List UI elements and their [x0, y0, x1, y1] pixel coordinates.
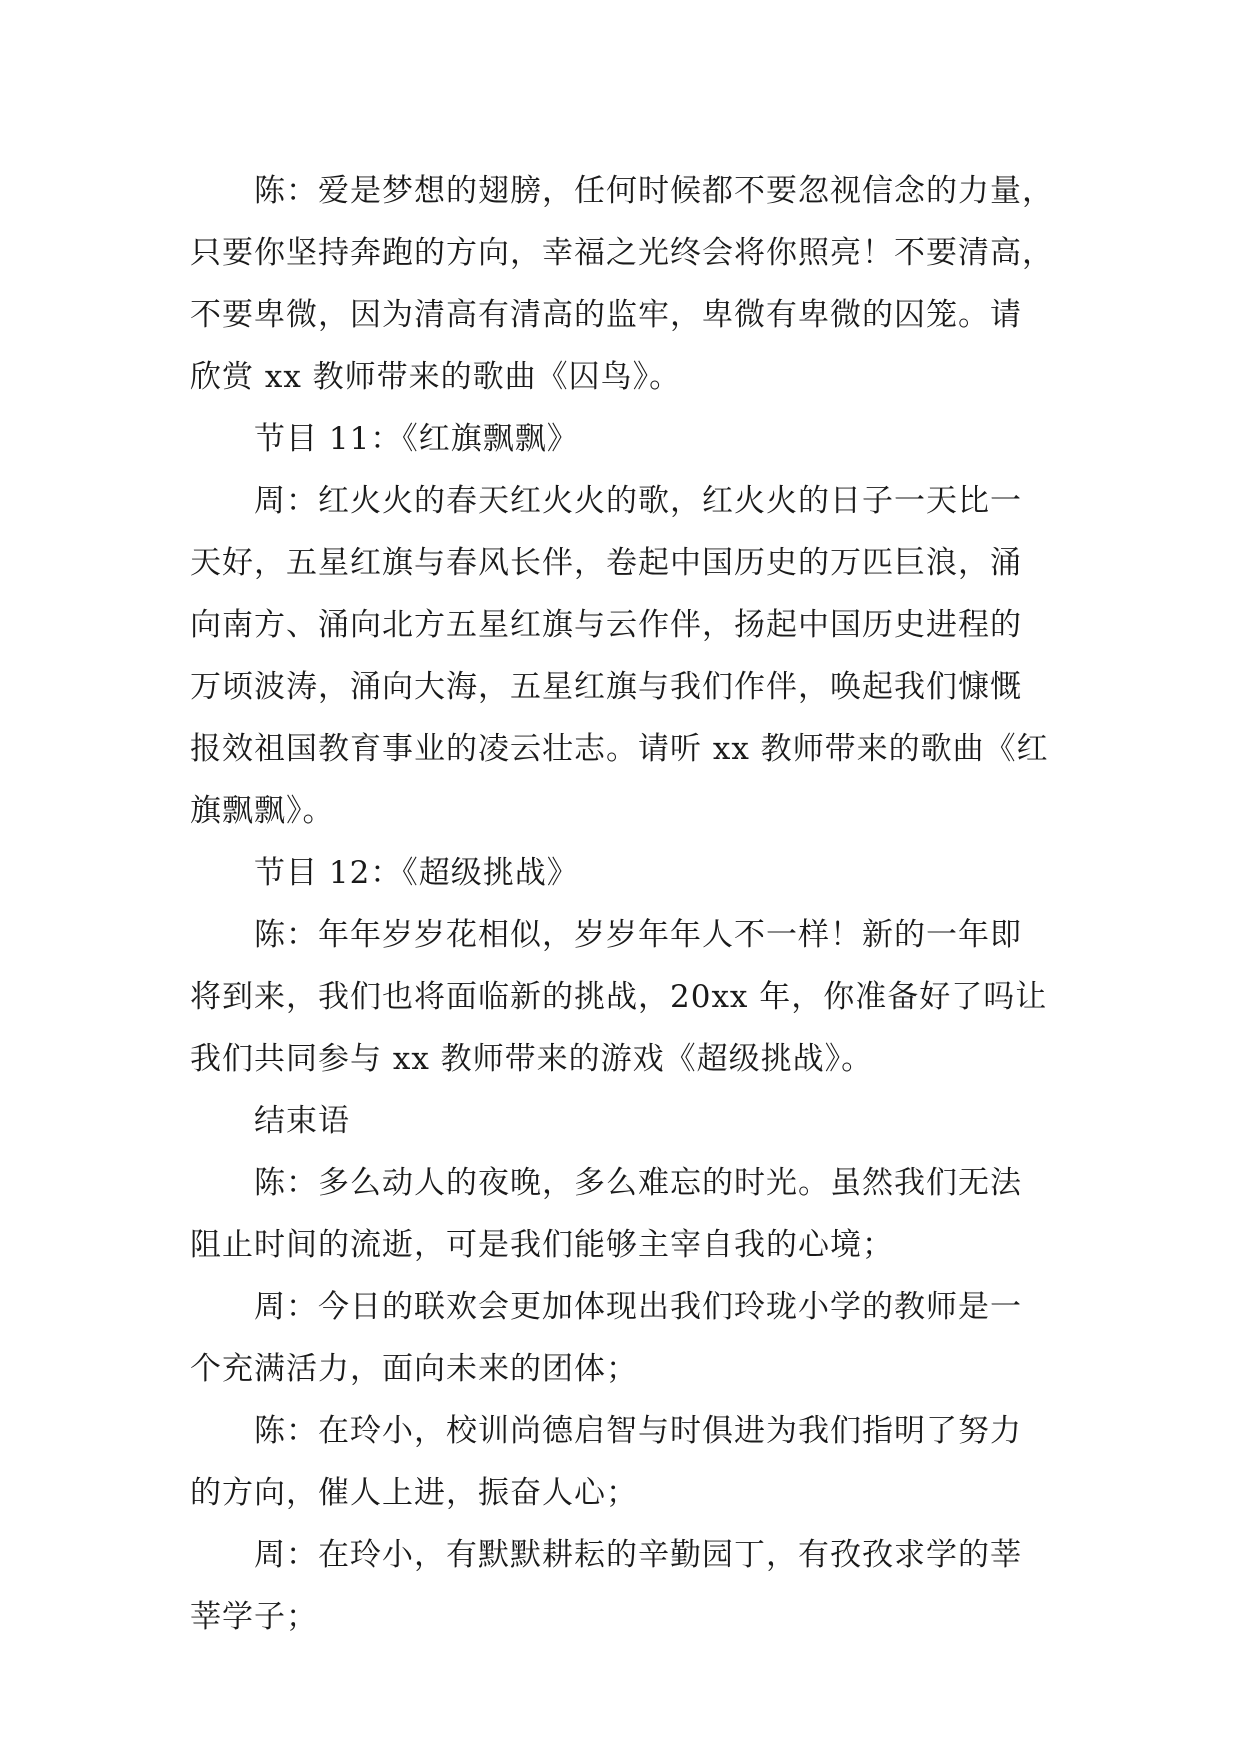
paragraph-line: 的方向，催人上进，振奋人心； — [190, 1475, 638, 1511]
paragraph-line: 陈：爱是梦想的翅膀，任何时候都不要忽视信念的力量， — [254, 173, 1054, 209]
section-heading: 结束语 — [254, 1103, 350, 1139]
paragraph-line: 将到来，我们也将面临新的挑战，20xx 年，你准备好了吗让 — [190, 979, 1048, 1015]
paragraph-line: 欣赏 xx 教师带来的歌曲《囚鸟》。 — [190, 359, 682, 395]
paragraph-line: 阻止时间的流逝，可是我们能够主宰自我的心境； — [190, 1227, 894, 1263]
paragraph-line: 陈：在玲小，校训尚德启智与时俱进为我们指明了努力 — [254, 1413, 1022, 1449]
paragraph-line: 陈：多么动人的夜晚，多么难忘的时光。虽然我们无法 — [254, 1165, 1022, 1201]
paragraph-line: 只要你坚持奔跑的方向，幸福之光终会将你照亮！不要清高， — [190, 235, 1054, 271]
paragraph-line: 报效祖国教育事业的凌云壮志。请听 xx 教师带来的歌曲《红 — [190, 731, 1049, 767]
paragraph-line: 周：红火火的春天红火火的歌，红火火的日子一天比一 — [254, 483, 1022, 519]
paragraph-line: 我们共同参与 xx 教师带来的游戏《超级挑战》。 — [190, 1041, 874, 1077]
paragraph-line: 不要卑微，因为清高有清高的监牢，卑微有卑微的囚笼。请 — [190, 297, 1022, 333]
program-heading: 节目 12：《超级挑战》 — [254, 855, 579, 891]
paragraph-line: 周：在玲小，有默默耕耘的辛勤园丁，有孜孜求学的莘 — [254, 1537, 1022, 1573]
paragraph-line: 周：今日的联欢会更加体现出我们玲珑小学的教师是一 — [254, 1289, 1022, 1325]
paragraph-line: 莘学子； — [190, 1599, 318, 1635]
paragraph-line: 个充满活力，面向未来的团体； — [190, 1351, 638, 1387]
paragraph-line: 向南方、涌向北方五星红旗与云作伴，扬起中国历史进程的 — [190, 607, 1022, 643]
paragraph-line: 陈：年年岁岁花相似，岁岁年年人不一样！新的一年即 — [254, 917, 1022, 953]
paragraph-line: 旗飘飘》。 — [190, 793, 335, 829]
program-heading: 节目 11：《红旗飘飘》 — [254, 421, 579, 457]
paragraph-line: 天好，五星红旗与春风长伴，卷起中国历史的万匹巨浪，涌 — [190, 545, 1022, 581]
document-body — [190, 160, 1054, 1648]
paragraph-line: 万顷波涛，涌向大海，五星红旗与我们作伴，唤起我们慷慨 — [190, 669, 1022, 705]
